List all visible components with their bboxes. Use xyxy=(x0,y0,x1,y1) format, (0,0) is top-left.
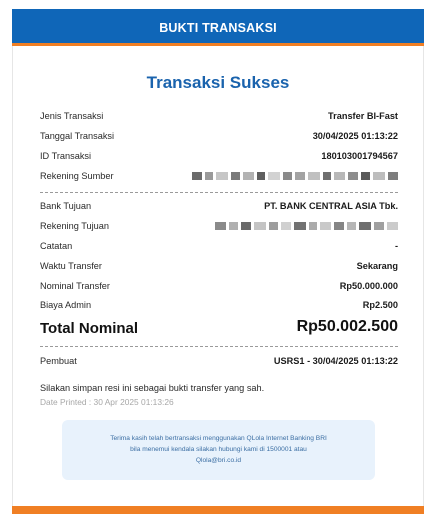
row-pembuat xyxy=(40,356,398,372)
row-id-transaksi xyxy=(40,151,398,167)
date-printed: Date Printed : 30 Apr 2025 01:13:26 xyxy=(40,397,174,407)
row-value: Sekarang xyxy=(356,261,398,271)
receipt-header xyxy=(12,9,424,46)
row-label: Tanggal Transaksi xyxy=(40,131,115,141)
row-label: Nominal Transfer xyxy=(40,281,110,291)
row-value: PT. BANK CENTRAL ASIA Tbk. xyxy=(264,201,398,211)
row-value: Rp50.000.000 xyxy=(339,281,398,291)
total-label: Total Nominal xyxy=(40,320,139,337)
row-catatan xyxy=(40,241,398,257)
receipt-note: Silakan simpan resi ini sebagai bukti transfer yang sah. xyxy=(40,383,265,393)
row-label: Rekening Tujuan xyxy=(40,221,109,231)
row-label: Pembuat xyxy=(40,356,77,366)
row-value: Rp2.500 xyxy=(362,300,398,310)
masked-account-number xyxy=(192,172,398,180)
row-waktu-transfer xyxy=(40,261,398,277)
row-label: Jenis Transaksi xyxy=(40,111,104,121)
section-divider xyxy=(40,346,398,347)
row-label: Waktu Transfer xyxy=(40,261,102,271)
row-jenis-transaksi xyxy=(40,111,398,127)
row-label: Biaya Admin xyxy=(40,300,92,310)
row-bank-tujuan xyxy=(40,201,398,217)
total-value: Rp50.002.500 xyxy=(296,318,398,335)
info-email: Qlola@bri.co.id xyxy=(195,457,242,464)
header-title: BUKTI TRANSAKSI xyxy=(159,20,277,35)
footer-accent-bar xyxy=(12,506,424,514)
section-divider xyxy=(40,192,398,193)
row-tanggal-transaksi xyxy=(40,131,398,147)
row-value: Transfer BI-Fast xyxy=(328,111,398,121)
masked-account-number xyxy=(215,222,398,230)
row-label: Catatan xyxy=(40,241,73,251)
row-label: Rekening Sumber xyxy=(40,171,114,181)
row-value: USRS1 - 30/04/2025 01:13:22 xyxy=(273,356,398,366)
row-value: - xyxy=(394,241,398,251)
status-title: Transaksi Sukses xyxy=(146,73,290,92)
row-biaya-admin xyxy=(40,300,398,316)
row-label: ID Transaksi xyxy=(40,151,92,161)
row-rekening-sumber xyxy=(40,171,398,187)
total-nominal xyxy=(40,318,398,342)
row-value: 30/04/2025 01:13:22 xyxy=(312,131,398,141)
info-box xyxy=(62,420,375,480)
info-line: bila menemui kendala silakan hubungi kami di 1500001 atau xyxy=(130,446,307,453)
row-value: 180103001794567 xyxy=(321,151,398,161)
info-line: Terima kasih telah bertransaksi menggunakan QLola Internet Banking BRI xyxy=(110,435,327,442)
row-label: Bank Tujuan xyxy=(40,201,92,211)
row-nominal-transfer xyxy=(40,281,398,297)
row-rekening-tujuan xyxy=(40,221,398,237)
